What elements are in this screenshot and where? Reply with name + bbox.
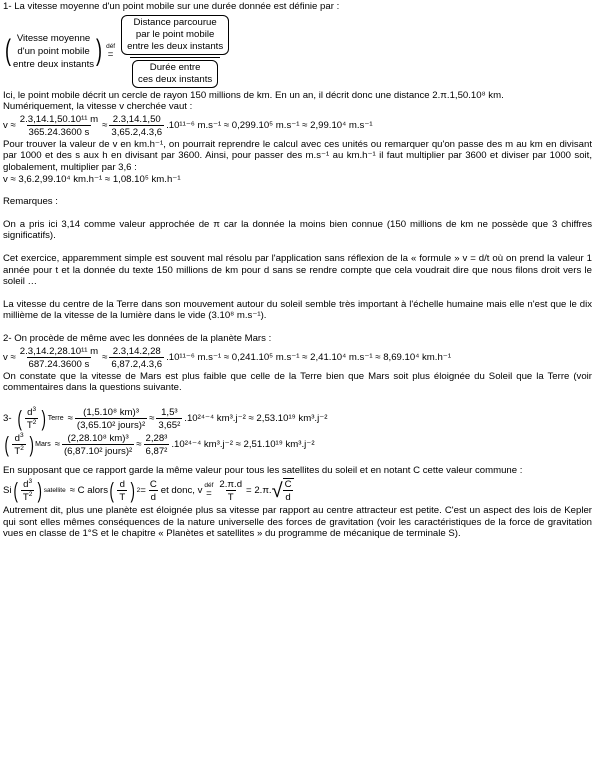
velocity-earth-equation: v ≈ $\frac{\text{2.3,14.1,50.10¹¹ m}}{365.24.3600 s}$ ≈ $\frac{2.3,14.1,50}{3,65.2,4.3,6}$ .10¹¹⁻⁶ m.s⁻¹ ≈ 0,299.10⁵ m.s⁻¹ ≈ 2,99.10⁴ m.s⁻¹ (3, 113, 373, 138)
def-num-line: Distance parcourue (133, 16, 217, 28)
v-numerator: 2.π.d (219, 478, 243, 490)
ratio-mars-equation: ( $\frac{d^3}{T^2}$ ) Mars ≈ $\frac{\text{(2,28.10⁸ km)³}}{\text{(6,87.10² jours)²}}$ ≈ $\frac{\text{2,28³}}{\text{6,87²}}$ .10²⁴⁻⁴ km³.j⁻² ≈ 2,51.10¹⁹ km³.j⁻² (4, 431, 315, 457)
terre-result: .10²⁴⁻⁴ km³.j⁻² ≈ 2,53.10¹⁹ km³.j⁻² (184, 412, 328, 424)
def-numerator-box (121, 15, 229, 55)
def-left-term: ( Vitesse moyenne d'un point mobile entre deux instants ) (5, 32, 103, 70)
two-pi: = 2.π. (246, 484, 272, 496)
section1-heading: 1- La vitesse moyenne d'un point mobile sur une durée donnée est définie par : (3, 1, 340, 12)
definition-formula (3, 15, 592, 88)
remarks-title: Remarques : (3, 196, 58, 208)
def-num-line: entre les deux instants (127, 40, 224, 52)
si-label: Si (3, 484, 12, 496)
def-left-line: entre deux instants (13, 58, 95, 70)
def-fraction (119, 15, 231, 88)
def-den-line: ces deux instants (138, 73, 213, 85)
def-num-line: par le point mobile (135, 28, 215, 40)
v-denominator: T (227, 491, 234, 503)
document-page (3, 1, 592, 540)
def-symbol: déf (106, 42, 116, 50)
section3-label: 3- (3, 412, 12, 424)
def-symbol-2: déf (204, 482, 214, 490)
eq1-denominator-2: 3,65.2,4.3,6 (111, 126, 163, 138)
def-den-line: Durée entre (149, 61, 201, 73)
mars-result: .10²⁴⁻⁴ km³.j⁻² ≈ 2,51.10¹⁹ km³.j⁻² (171, 438, 315, 450)
velocity-mars-equation: v ≈ $\frac{\text{2.3,14.2,28.10¹¹ m}}{687.24.3600 s}$ ≈ $\frac{2.3,14.2,28}{6,87.2,4.3,6}$ .10¹¹⁻⁶ m.s⁻¹ ≈ 0,241.10⁵ m.s⁻¹ ≈ 2,41.10⁴ m.s⁻¹ ≈ 8,69.10⁴ km.h⁻¹ (3, 345, 452, 370)
section2-heading: 2- On procède de même avec les données de la planète Mars : (3, 332, 272, 344)
eq-mars-numerator-2: 2.3,14.2,28 (112, 345, 161, 357)
kepler-equation: Si ( $\frac{d^3}{T^2}$ ) satellite ≈ C alors ( $\frac{d}{T}$ ) 2 = $\frac{C}{d}$ et donc, v déf = $\frac{2.\pi.d}{T}$ = 2.π. √ $\frac{C}{d}$ (3, 478, 592, 503)
mars-numerator-2: 2,28³ (145, 432, 168, 444)
eq1-numerator: 2.3,14.1,50.10¹¹ m (19, 113, 99, 125)
def-denominator-box (132, 60, 218, 88)
eq-mars-result: .10¹¹⁻⁶ m.s⁻¹ ≈ 0,241.10⁵ m.s⁻¹ ≈ 2,41.10⁴ m.s⁻¹ ≈ 8,69.10⁴ km.h⁻¹ (166, 351, 452, 363)
eq1-result: .10¹¹⁻⁶ m.s⁻¹ ≈ 0,299.10⁵ m.s⁻¹ ≈ 2,99.10⁴ m.s⁻¹ (166, 119, 373, 131)
c-alors: ≈ C alors (69, 484, 109, 496)
section1-paragraph-1: Ici, le point mobile décrit un cercle de rayon 150 millions de km. En un an, il décrit donc une distance 2.π.1,50.10⁸ km. (3, 89, 504, 101)
eq1-denominator: 365.24.3600 s (28, 126, 90, 138)
mars-denominator: (6,87.10² jours)² (63, 445, 133, 457)
remark-3: La vitesse du centre de la Terre dans son mouvement autour du soleil semble très important à l'échelle humaine mais elle n'est que le dix millième de la vitesse de la lumière dans le vide (3.10⁸ m.s⁻¹). (3, 298, 592, 322)
eq1-numerator-2: 2.3,14.1,50 (112, 113, 161, 125)
terre-denominator-2: 3,65² (158, 419, 181, 431)
ratio-terre-equation: 3- ( $\frac{d^3}{T^2}$ ) Terre ≈ $\frac{\text{(1,5.10⁸ km)³}}{\text{(3,65.10² jours)²}}$ ≈ $\frac{\text{1,5³}}{\text{3,65²}}$ .10²⁴⁻⁴ km³.j⁻² ≈ 2,53.10¹⁹ km³.j⁻² (3, 405, 328, 431)
eq-mars-numerator: 2.3,14.2,28.10¹¹ m (19, 345, 99, 357)
terre-numerator: (1,5.10⁸ km)³ (83, 406, 139, 418)
eq-mars-denominator-2: 6,87.2,4.3,6 (111, 358, 163, 370)
eq-mars-denominator: 687.24.3600 s (28, 358, 90, 370)
def-left-line: d'un point mobile (17, 45, 90, 57)
section3-paragraph-1: En supposant que ce rapport garde la même valeur pour tous les satellites du soleil et en notant C cette valeur commune : (3, 464, 523, 476)
mars-numerator: (2,28.10⁸ km)³ (67, 432, 129, 444)
section3-paragraph-2: Autrement dit, plus une planète est éloignée plus sa vitesse par rapport au centre attracteur est petite. C'est un aspect des lois de Kepler qui sont elles mêmes conséquences de la nature universelle des forces de gravitation (voir les caractéristiques de la force de gravitation vues en classe de 1°S et le chapitre « Planètes et satellites » du programme de mécanique de terminale S). (3, 505, 592, 540)
remark-1: On a pris ici 3,14 comme valeur approchée de π car la donnée la moins bien connue (150 millions de km ne possède que 3 chiffres significatifs). (3, 218, 592, 242)
terre-denominator: (3,65.10² jours)² (76, 419, 146, 431)
sqrt-c-over-d: √ $\frac{C}{d}$ (271, 479, 292, 504)
mars-denominator-2: 6,87² (145, 445, 168, 457)
et-donc: et donc, v (160, 484, 203, 496)
section2-paragraph: On constate que la vitesse de Mars est plus faible que celle de la Terre bien que Mars soit plus éloignée du Soleil que la Terre (voir commentaires dans la questions suivante. (3, 370, 592, 394)
section1-paragraph-2: Numériquement, la vitesse v cherchée vaut : (3, 101, 193, 113)
remark-2: Cet exercice, apparemment simple est souvent mal résolu par l'application sans réflexion de la « formule » v = d/t où on prend la valeur 1 année pour t et la donnée du texte 150 millions de km pour d sans se rendre compte que cela voudrait dire que nous filons droit vers le soleil … (3, 252, 592, 288)
def-left-line: Vitesse moyenne (16, 32, 91, 44)
velocity-kmh-equation: v ≈ 3,6.2,99.10⁴ km.h⁻¹ ≈ 1,08.10⁵ km.h⁻¹ (3, 173, 181, 185)
terre-numerator-2: 1,5³ (161, 406, 178, 418)
section1-paragraph-3: Pour trouver la valeur de v en km.h⁻¹, on pourrait reprendre le calcul avec ces unités ou remarquer qu'on passe des m au km en divisant par 1000 et des s aux h en divisant par 3600. Ainsi, pour passer des m.s⁻¹ au km.h⁻¹ il faut multiplier par 3600 et diviser par 1000 soit, globalement, multiplier par 3,6 : (3, 138, 592, 173)
def-equal: déf = (106, 42, 116, 60)
